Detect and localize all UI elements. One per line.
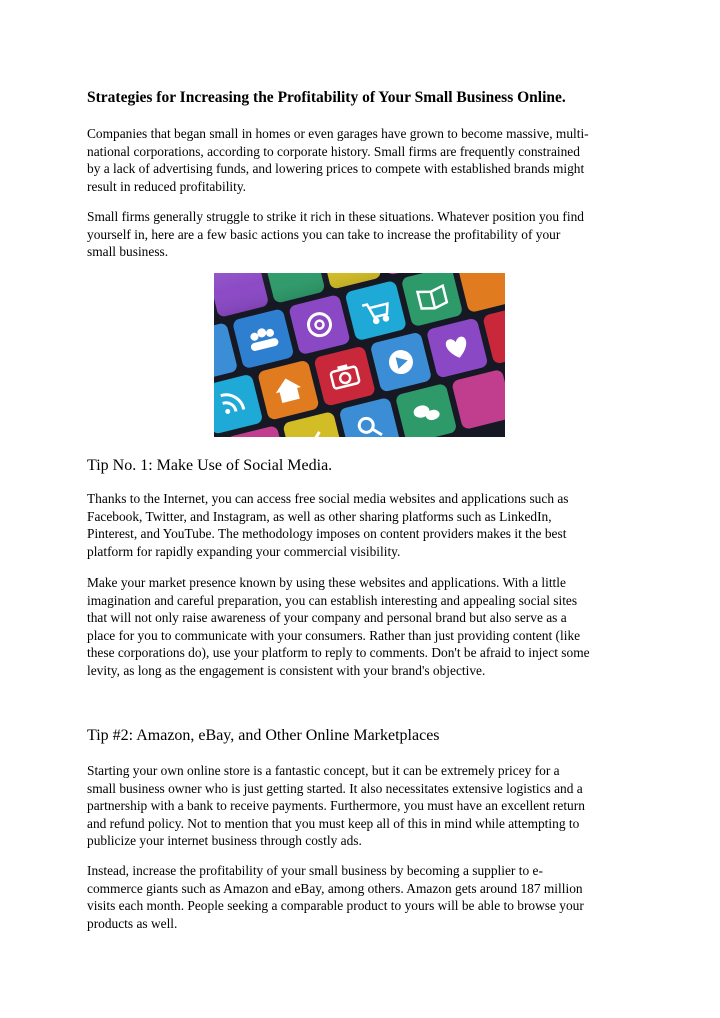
document-title: Strategies for Increasing the Profitability of Your Small Business Online. [87, 89, 566, 106]
tip1-paragraph-2: Make your market presence known by using these websites and applications. With a little imagination and careful preparation, you can establish interesting and appealing social sites that will not only raise awareness of your company and personal brand but also serve as a place for you to communicate with your consumers. Rather than just providing content (like these corporations do), use your platform to reply to comments. Don't be afraid to inject some levity, as long as the engagement is consistent with your brand's objective. [87, 575, 590, 678]
intro-paragraph-2: Small firms generally struggle to strike it rich in these situations. Whatever position you find yourself in, here are a few basic actions you can take to increase the profitability of your small business. [87, 209, 584, 259]
tip2-paragraph-1: Starting your own online store is a fantastic concept, but it can be extremely pricey for a small business owner who is just getting started. It also necessitates extensive logistics and a partnership with a bank to receive payments. Furthermore, you must have an excellent return and refund policy. Not to mention that you must keep all of this in mind while attempting to publicize your internet business through costly ads. [87, 763, 585, 848]
tip2-paragraph-2: Instead, increase the profitability of your small business by becoming a supplier to e- commerce giants such as Amazon and eBay, among others. Amazon gets around 187 million visits each month. People seeking a comparable product to yours will be able to browse your products as well. [87, 863, 584, 931]
intro-paragraph-1: Companies that began small in homes or even garages have grown to become massive, multi- national corporations, according to corporate history. Small firms are frequently constrained by a lack of advertising funds, and lowering prices to compete with established brands might result in reduced profitability. [87, 126, 589, 194]
social-media-keyboard-image [214, 273, 505, 437]
tip1-heading: Tip No. 1: Make Use of Social Media. [87, 457, 333, 474]
tip2-heading: Tip #2: Amazon, eBay, and Other Online Marketplaces [87, 727, 440, 744]
tip1-paragraph-1: Thanks to the Internet, you can access free social media websites and applications such as Facebook, Twitter, and Instagram, as well as other sharing platforms such as LinkedIn, Pinterest, and YouTube. The methodology imposes on content providers makes it the best platform for rapidly expanding your commercial visibility. [87, 491, 569, 559]
